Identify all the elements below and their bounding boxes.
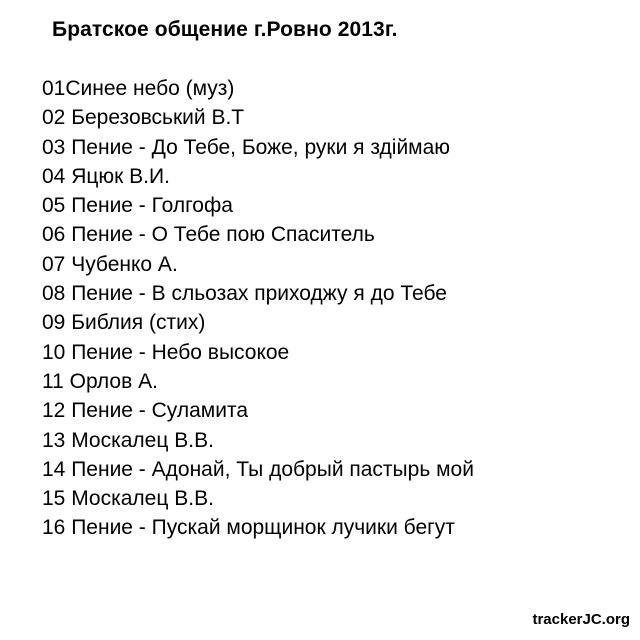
- track-item: 13 Москалец В.В.: [42, 428, 214, 452]
- track-item: 06 Пение - О Тебе пою Спаситель: [42, 223, 375, 247]
- track-item: 09 Библия (стих): [42, 311, 206, 335]
- track-item: 10 Пение - Небо высокое: [42, 340, 290, 364]
- track-item: 02 Березовський В.Т: [42, 106, 245, 130]
- track-item: 01Синее небо (муз): [42, 77, 235, 100]
- track-item: 05 Пение - Голгофа: [42, 194, 233, 218]
- track-item: 14 Пение - Адонай, Ты добрый пастырь мой: [42, 457, 474, 481]
- track-item: 08 Пение - В сльозах приходжу я до Тебе: [42, 282, 447, 306]
- track-list: [42, 74, 474, 543]
- track-item: 12 Пение - Суламита: [42, 399, 249, 423]
- track-item: 07 Чубенко А.: [42, 252, 178, 276]
- track-item: 03 Пение - До Тебе, Боже, руки я здіймаю: [42, 135, 451, 159]
- track-item: 11 Орлов А.: [42, 369, 158, 393]
- track-item: 15 Москалец В.В.: [42, 487, 214, 511]
- track-item: 16 Пение - Пускай морщинок лучики бегут: [42, 516, 455, 540]
- watermark: trackerJC.org: [532, 611, 630, 628]
- track-item: 04 Яцюк В.И.: [42, 164, 170, 188]
- page-title: Братское общение г.Ровно 2013г.: [52, 18, 398, 41]
